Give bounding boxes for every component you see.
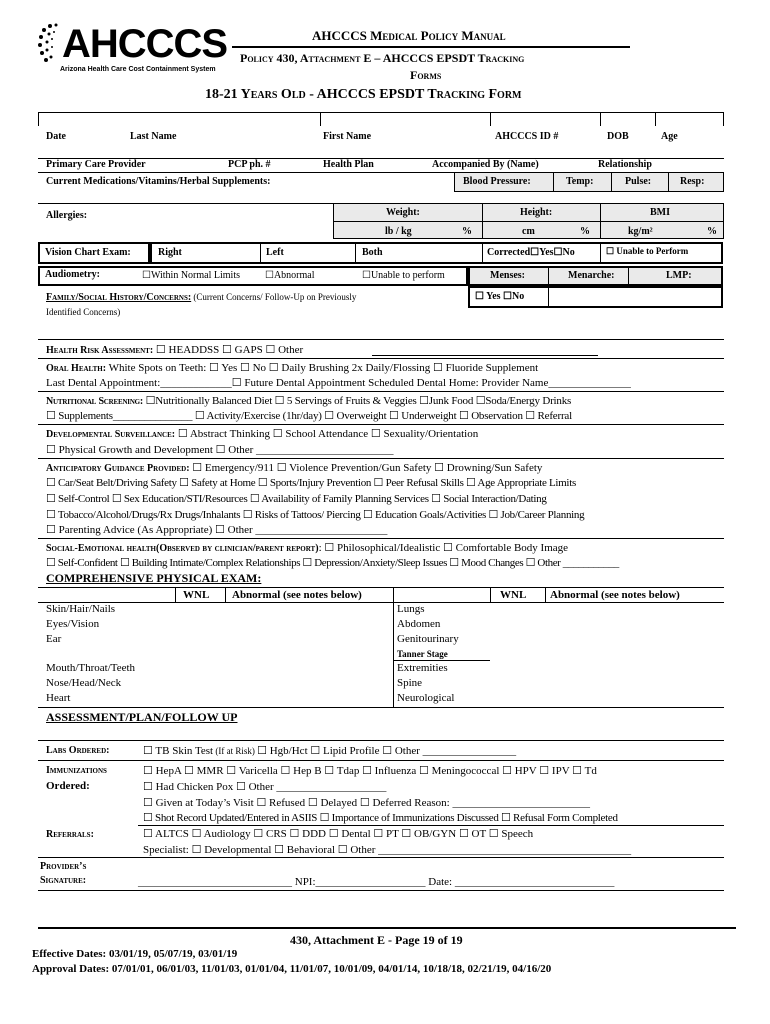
family-history-label: Family/Social History/Concerns: bbox=[46, 292, 192, 303]
tanner-stage-label: Tanner Stage bbox=[397, 649, 448, 659]
social-label: Social-Emotional health(Observed by clinician/parent report) bbox=[46, 543, 319, 554]
policy-line-1: Policy 430, Attachment E – AHCCCS EPSDT Tracking bbox=[240, 51, 525, 65]
form-title: 18-21 Years Old - AHCCCS EPSDT Tracking Form bbox=[205, 87, 522, 102]
nutrition-items-1[interactable]: ☐Nutritionally Balanced Diet ☐ 5 Servings of Fruits & Veggies ☐Junk Food ☐Soda/Energy Drinks bbox=[143, 395, 572, 407]
policy-line-2: Forms bbox=[410, 68, 442, 82]
antic-label: Anticipatory Guidance Provided: bbox=[46, 463, 190, 474]
weight-unit: lb / kg bbox=[385, 226, 412, 237]
vision-both: Both bbox=[362, 247, 383, 258]
signature-label: Signature: bbox=[40, 875, 87, 886]
height-unit: cm bbox=[522, 226, 535, 237]
family-history-note: (Current Concerns/ Follow-Up on Previously bbox=[191, 292, 357, 302]
accompanied-label: Accompanied By (Name) bbox=[432, 159, 539, 170]
dev-items-2[interactable]: ☐ Physical Growth and Development ☐ Other _________________________ bbox=[46, 444, 394, 456]
lmp-label: LMP: bbox=[666, 270, 692, 281]
family-history-note-2: Identified Concerns) bbox=[46, 307, 121, 317]
approval-dates: Approval Dates: 07/01/01, 06/01/03, 11/01/03, 01/01/04, 11/01/07, 10/01/09, 04/01/14, 10/18/18, 02/21/19, 04/16/20 bbox=[32, 963, 552, 975]
exam-wnl-header-1: WNL bbox=[183, 589, 210, 601]
oral-items-1[interactable]: White Spots on Teeth: ☐ Yes ☐ No ☐ Daily Brushing 2x Daily/Flossing ☐ Fluoride Supplement bbox=[106, 362, 539, 374]
ahcccs-id-label: AHCCCS ID # bbox=[495, 131, 559, 142]
social-items-1[interactable]: : ☐ Philosophical/Idealistic ☐ Comfortable Body Image bbox=[318, 542, 569, 554]
date-label: Date bbox=[46, 131, 66, 142]
labs-label: Labs Ordered: bbox=[46, 745, 110, 756]
exam-right-row: Extremities bbox=[397, 662, 448, 674]
vision-label: Vision Chart Exam: bbox=[45, 247, 131, 258]
logo-brand: AHCCCS bbox=[62, 22, 228, 66]
bmi-pct: % bbox=[707, 226, 717, 237]
first-name-label: First Name bbox=[323, 131, 372, 142]
referrals-label: Referrals: bbox=[46, 829, 94, 840]
audio-abnormal[interactable]: ☐Abnormal bbox=[265, 270, 315, 281]
pcp-phone-label: PCP ph. # bbox=[228, 159, 271, 170]
effective-dates: Effective Dates: 03/01/19, 05/07/19, 03/01/19 bbox=[32, 948, 238, 960]
exam-right-row: Abdomen bbox=[397, 618, 441, 630]
oral-label: Oral Health: bbox=[46, 363, 107, 374]
antic-items-3[interactable]: ☐ Self-Control ☐ Sex Education/STI/Resources ☐ Availability of Family Planning Services ☐ Social Interaction/Dating bbox=[46, 493, 547, 505]
relationship-label: Relationship bbox=[598, 159, 652, 170]
antic-items-5[interactable]: ☐ Parenting Advice (As Appropriate) ☐ Other ________________________ bbox=[46, 524, 388, 536]
vision-corrected[interactable]: Corrected☐Yes☐No bbox=[487, 247, 575, 258]
exam-abnormal-header-1: Abnormal (see notes below) bbox=[232, 589, 362, 601]
page-number: 430, Attachment E - Page 19 of 19 bbox=[290, 933, 463, 947]
antic-items-1[interactable]: ☐ Emergency/911 ☐ Violence Prevention/Gun Safety ☐ Drowning/Sun Safety bbox=[189, 462, 543, 474]
audio-unable[interactable]: ☐Unable to perform bbox=[362, 270, 445, 281]
provider-label: Provider’s bbox=[40, 861, 87, 872]
last-name-label: Last Name bbox=[130, 131, 177, 142]
oral-items-2[interactable]: Last Dental Appointment:_____________☐ Future Dental Appointment Scheduled Dental Home: Provider Name_______________ bbox=[46, 377, 631, 389]
imm-items-2[interactable]: ☐ Had Chicken Pox ☐ Other ____________________ bbox=[143, 781, 387, 793]
health-plan-label: Health Plan bbox=[323, 159, 374, 170]
dev-label: Developmental Surveillance: bbox=[46, 429, 176, 440]
exam-right-row: Neurological bbox=[397, 692, 455, 704]
bmi-unit: kg/m² bbox=[628, 226, 653, 237]
exam-wnl-header-2: WNL bbox=[500, 589, 527, 601]
labs-items[interactable]: ☐ Hgb/Hct ☐ Lipid Profile ☐ Other _________________ bbox=[257, 745, 517, 757]
manual-title: AHCCCS Medical Policy Manual bbox=[312, 28, 506, 43]
audiometry-label: Audiometry: bbox=[45, 269, 100, 280]
audio-wnl[interactable]: ☐Within Normal Limits bbox=[142, 270, 240, 281]
imm-items-1[interactable]: ☐ HepA ☐ MMR ☐ Varicella ☐ Hep B ☐ Tdap ☐ Influenza ☐ Meningococcal ☐ HPV ☐ IPV ☐ Td bbox=[143, 765, 597, 777]
antic-items-2[interactable]: ☐ Car/Seat Belt/Driving Safety ☐ Safety at Home ☐ Sports/Injury Prevention ☐ Peer Refusal Skills ☐ Age Appropriate Limits bbox=[46, 477, 576, 489]
signature-line[interactable]: ____________________________ NPI:____________________ Date: _____________________________ bbox=[138, 876, 615, 888]
allergies-label: Allergies: bbox=[46, 210, 88, 221]
bmi-label: BMI bbox=[650, 207, 670, 218]
menses-label: Menses: bbox=[490, 270, 525, 281]
medications-label: Current Medications/Vitamins/Herbal Supplements: bbox=[46, 176, 271, 187]
exam-left-row: Skin/Hair/Nails bbox=[46, 603, 116, 615]
temp-label: Temp: bbox=[566, 176, 594, 187]
referrals-items-2[interactable]: Specialist: ☐ Developmental ☐ Behavioral ☐ Other ______________________________________________ bbox=[143, 844, 632, 856]
age-label: Age bbox=[661, 131, 678, 142]
labs-tb[interactable]: ☐ TB Skin Test bbox=[143, 745, 214, 757]
exam-right-row: Genitourinary bbox=[397, 633, 459, 645]
exam-left-row: Nose/Head/Neck bbox=[46, 677, 122, 689]
imm-items-3[interactable]: ☐ Given at Today’s Visit ☐ Refused ☐ Delayed ☐ Deferred Reason: _________________________ bbox=[143, 797, 590, 809]
menses-yesno[interactable]: ☐ Yes ☐No bbox=[475, 291, 525, 302]
imm-label-2: Ordered: bbox=[46, 780, 90, 792]
pulse-label: Pulse: bbox=[625, 176, 652, 187]
imm-items-4[interactable]: ☐ Shot Record Updated/Entered in ASIIS ☐ Importance of Immunizations Discussed ☐ Refusal Form Completed bbox=[143, 812, 618, 824]
menarche-label: Menarche: bbox=[568, 270, 615, 281]
height-label: Height: bbox=[520, 207, 553, 218]
exam-left-row: Eyes/Vision bbox=[46, 618, 100, 630]
nutrition-items-2[interactable]: ☐ Supplements_______________ ☐ Activity/Exercise (1hr/day) ☐ Overweight ☐ Underweight ☐ Observation ☐ Referral bbox=[46, 410, 572, 422]
hra-items[interactable]: ☐ HEADDSS ☐ GAPS ☐ Other bbox=[153, 344, 304, 356]
vision-left: Left bbox=[266, 247, 284, 258]
labs-risk-note: (If at Risk) bbox=[213, 746, 258, 756]
exam-right-row: Spine bbox=[397, 677, 423, 689]
exam-abnormal-header-2: Abnormal (see notes below) bbox=[550, 589, 680, 601]
vision-unable[interactable]: ☐ Unable to Perform bbox=[606, 246, 689, 256]
social-items-2[interactable]: ☐ Self-Confident ☐ Building Intimate/Complex Relationships ☐ Depression/Anxiety/Sleep Issues ☐ Mood Changes ☐ Other ___________ bbox=[46, 557, 619, 569]
dev-items-1[interactable]: ☐ Abstract Thinking ☐ School Attendance ☐ Sexuality/Orientation bbox=[175, 428, 479, 440]
dob-label: DOB bbox=[607, 131, 629, 142]
hra-label: Health Risk Assessment: bbox=[46, 345, 154, 356]
exam-left-row: Ear bbox=[46, 633, 62, 645]
exam-left-row: Mouth/Throat/Teeth bbox=[46, 662, 136, 674]
pcp-label: Primary Care Provider bbox=[46, 159, 146, 170]
weight-label: Weight: bbox=[386, 207, 420, 218]
height-pct: % bbox=[580, 226, 590, 237]
imm-label-1: Immunizations bbox=[46, 765, 107, 776]
exam-right-row: Lungs bbox=[397, 603, 425, 615]
logo-tagline: Arizona Health Care Cost Containment System bbox=[60, 66, 216, 73]
referrals-items-1[interactable]: ☐ ALTCS ☐ Audiology ☐ CRS ☐ DDD ☐ Dental ☐ PT ☐ OB/GYN ☐ OT ☐ Speech bbox=[143, 828, 534, 840]
nutrition-label: Nutritional Screening: bbox=[46, 396, 144, 407]
antic-items-4[interactable]: ☐ Tobacco/Alcohol/Drugs/Rx Drugs/Inhalants ☐ Risks of Tattoos/ Piercing ☐ Education Goals/Activities ☐ Job/Career Planning bbox=[46, 509, 585, 521]
blood-pressure-label: Blood Pressure: bbox=[463, 176, 531, 187]
assessment-title: ASSESSMENT/PLAN/FOLLOW UP bbox=[46, 710, 238, 724]
exam-title: COMPREHENSIVE PHYSICAL EXAM: bbox=[46, 571, 262, 585]
exam-left-row: Heart bbox=[46, 692, 71, 704]
resp-label: Resp: bbox=[680, 176, 705, 187]
weight-pct: % bbox=[462, 226, 472, 237]
vision-right: Right bbox=[158, 247, 182, 258]
